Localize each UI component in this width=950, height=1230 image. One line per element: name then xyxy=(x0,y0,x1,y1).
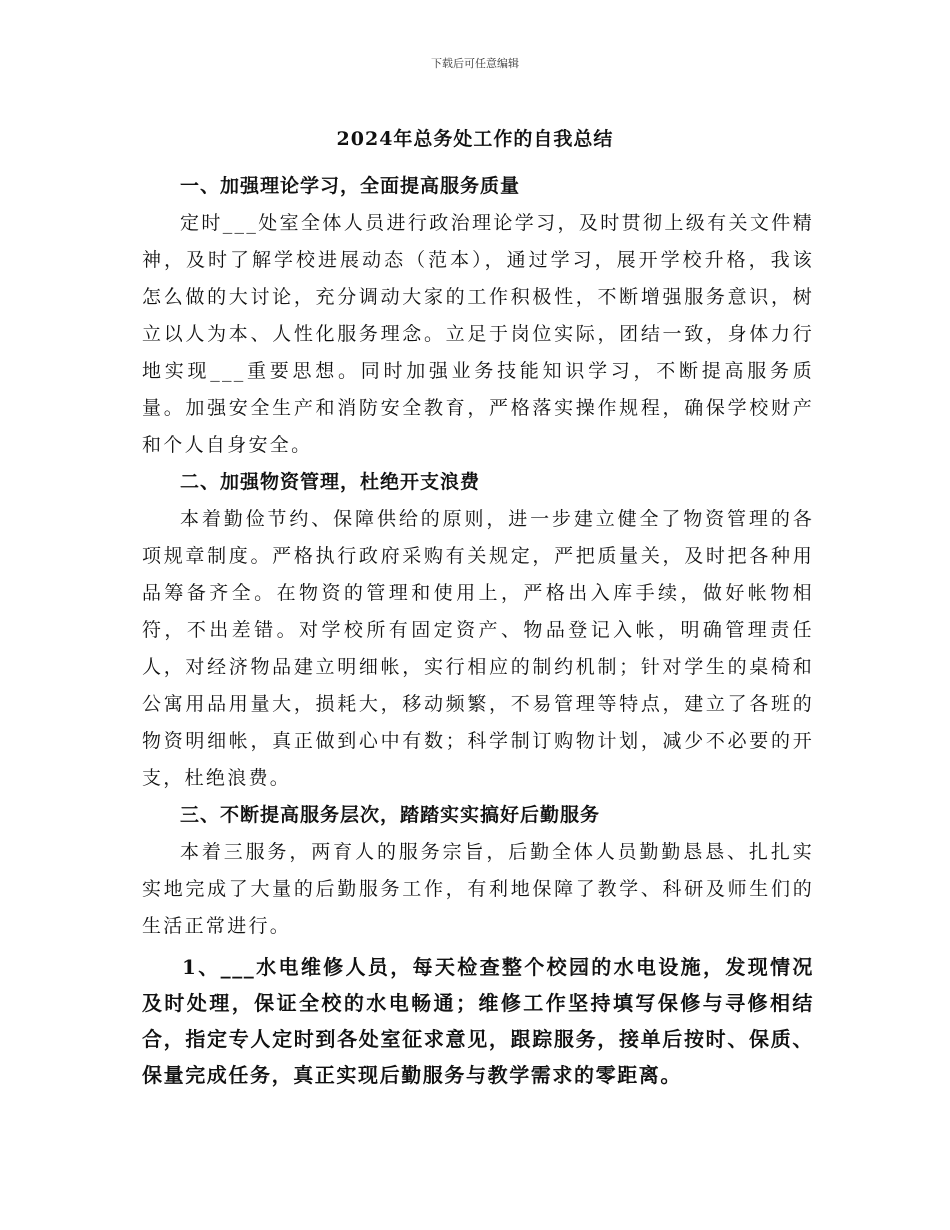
header-note: 下载后可任意编辑 xyxy=(431,57,519,70)
section-3-heading: 三、不断提高服务层次，踏踏实实搞好后勤服务 xyxy=(180,804,601,826)
document-body xyxy=(142,168,814,1093)
section-3-item-1: 1、___水电维修人员，每天检查整个校园的水电设施，发现情况及时处理，保证全校的水电畅通；维修工作坚持填写保修与寻修相结合，指定专人定时到各处室征求意见，跟踪服务，接单后按时、保质、保量完成任务，真正实现后勤服务与教学需求的零距离。 xyxy=(142,955,814,1087)
section-2-heading: 二、加强物资管理，杜绝开支浪费 xyxy=(180,471,481,493)
section-1-paragraph: 定时___处室全体人员进行政治理论学习，及时贯彻上级有关文件精神，及时了解学校进展动态（范本），通过学习，展开学校升格，我该怎么做的大讨论，充分调动大家的工作积极性，不断增强服务意识，树立以人为本、人性化服务理念。立足于岗位实际，团结一致，身体力行地实现___重要思想。同时加强业务技能知识学习，不断提高服务质量。加强安全生产和消防安全教育，严格落实操作规程，确保学校财产和个人自身安全。 xyxy=(142,212,814,456)
section-1-heading: 一、加强理论学习，全面提高服务质量 xyxy=(180,175,521,197)
document-title: 2024年总务处工作的自我总结 xyxy=(336,128,614,150)
section-3-paragraph: 本着三服务，两育人的服务宗旨，后勤全体人员勤勤恳恳、扎扎实实地完成了大量的后勤服务工作，有利地保障了教学、科研及师生们的生活正常进行。 xyxy=(142,841,814,937)
section-2-paragraph: 本着勤俭节约、保障供给的原则，进一步建立健全了物资管理的各项规章制度。严格执行政府采购有关规定，严把质量关，及时把各种用品筹备齐全。在物资的管理和使用上，严格出入库手续，做好帐物相符，不出差错。对学校所有固定资产、物品登记入帐，明确管理责任人，对经济物品建立明细帐，实行相应的制约机制；针对学生的桌椅和公寓用品用量大，损耗大，移动频繁，不易管理等特点，建立了各班的物资明细帐，真正做到心中有数；科学制订购物计划，减少不必要的开支，杜绝浪费。 xyxy=(142,508,814,789)
